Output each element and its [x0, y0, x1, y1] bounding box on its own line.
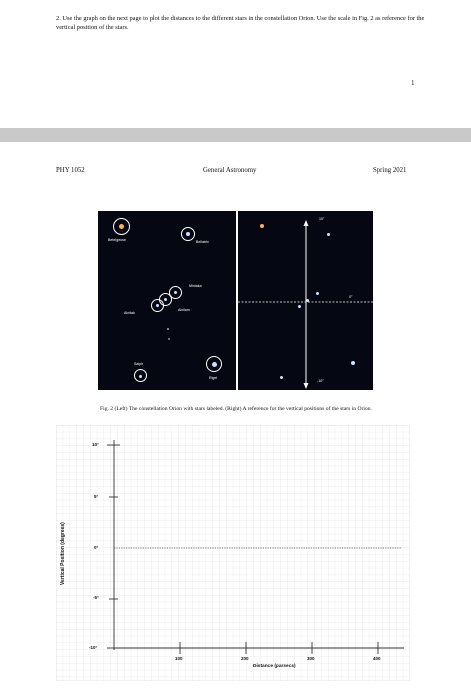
- y-tick-minus-5: -5°: [93, 595, 99, 600]
- label-alnitak: Alnitak: [124, 311, 135, 315]
- graph-paper: [56, 425, 410, 681]
- marker-minus-10: -10°: [317, 379, 324, 383]
- course-title: General Astronomy: [203, 167, 257, 174]
- figure-caption: Fig. 2 (Left) The constellation Orion with stars labeled. (Right) A reference for the vertical positions of the stars in Orion.: [100, 406, 372, 412]
- x-axis-label: Distance (parsecs): [253, 664, 296, 669]
- orion-reference-image: [238, 211, 373, 390]
- sword-star: [168, 338, 170, 340]
- marker-10: 10°: [319, 217, 325, 221]
- question-text: 2. Use the graph on the next page to plot the distances to the different stars in the constellation Orion. Use the scale in Fig. 2 as reference for the vertical position of the stars.: [56, 15, 425, 31]
- label-bellatrix: Bellatrix: [196, 240, 209, 244]
- semester: Spring 2021: [373, 167, 407, 174]
- reference-lines: [238, 211, 373, 390]
- x-tick-400: 400: [373, 656, 381, 661]
- label-betelgeuse: Betelgeuse: [108, 238, 126, 242]
- y-tick-5: 5°: [94, 494, 99, 499]
- x-tick-200: 200: [241, 656, 249, 661]
- x-tick-300: 300: [307, 656, 315, 661]
- label-mintaka: Mintaka: [189, 284, 202, 288]
- orion-labeled-image: [98, 211, 236, 390]
- marker-0: 0°: [349, 295, 353, 299]
- y-tick-0: 0°: [94, 545, 99, 550]
- y-tick-10: 10°: [92, 442, 99, 447]
- orion-nebula-star: [167, 328, 169, 330]
- page-divider: [0, 128, 471, 142]
- alnitak-circle: [151, 299, 164, 312]
- y-tick-minus-10: -10°: [89, 645, 98, 650]
- label-rigel: Rigel: [209, 376, 218, 380]
- rigel-circle: [206, 356, 222, 372]
- saiph-circle: [134, 369, 147, 382]
- y-axis-label: Vertical Position (degrees): [60, 522, 66, 585]
- x-tick-100: 100: [175, 656, 183, 661]
- page-number: 1: [411, 79, 415, 87]
- course-code: PHY 1052: [56, 167, 85, 174]
- betelgeuse-circle: [113, 218, 130, 235]
- label-saiph: Saiph: [134, 362, 144, 366]
- label-alnilam: Alnilam: [178, 308, 190, 312]
- bellatrix-circle: [181, 227, 195, 241]
